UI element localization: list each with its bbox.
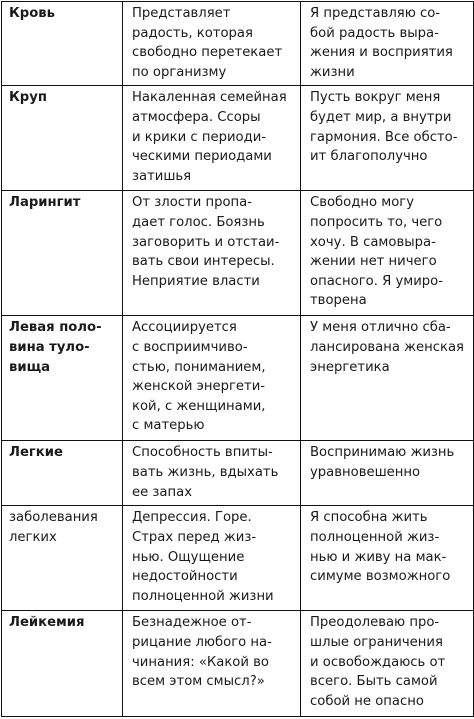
affirmation-text: опасного. Я умиро- [310, 273, 443, 289]
term-text: Легкие [9, 445, 63, 461]
term-cell [2, 506, 123, 611]
table-row [2, 506, 474, 611]
term-text: заболевания [9, 510, 98, 526]
affirmation-cell [301, 316, 474, 441]
table-body [2, 2, 474, 717]
table-row [2, 191, 474, 316]
term-cell [2, 441, 123, 506]
cause-text: ческими периодами [132, 149, 272, 165]
term-cell [2, 191, 123, 316]
term-text: Левая поло- [9, 320, 102, 336]
affirmation-text: Воспринимаю жизнь [310, 445, 455, 461]
affirmation-cell [301, 2, 474, 86]
cause-text: дает голос. Боязнь [132, 214, 265, 230]
cause-text: Страх перед жиз- [132, 529, 257, 545]
affirmation-text: собой не опасно [310, 693, 424, 709]
affirmation-text: попросить то, чего [310, 214, 443, 230]
table-row [2, 2, 474, 86]
cause-text: вать жизнь, вдыхать [132, 464, 279, 480]
cause-text: заговорить и отстаи- [132, 234, 280, 250]
term-cell [2, 86, 123, 191]
cause-text: свободно перетекает [132, 45, 283, 61]
cause-text: кой, с женщинами, [132, 398, 266, 414]
cause-cell [123, 441, 301, 506]
disease-table [1, 1, 474, 717]
affirmation-text: симуме возможного [310, 569, 451, 585]
affirmation-text: жении нет ничего [310, 254, 437, 270]
cause-text: вать свои интересы. [132, 254, 275, 270]
affirmation-text: Преодолеваю про- [310, 615, 440, 631]
affirmation-text: жения и восприятия [310, 45, 453, 61]
cause-text: Способность впиты- [132, 445, 273, 461]
term-cell [2, 2, 123, 86]
affirmation-text: энергетика [310, 359, 390, 375]
affirmation-text: Я способна жить [310, 510, 428, 526]
cause-cell [123, 191, 301, 316]
cause-text: ее запах [132, 484, 193, 500]
affirmation-text: Пусть вокруг меня [310, 90, 441, 106]
term-text: Кровь [9, 6, 55, 21]
affirmation-cell [301, 611, 474, 717]
cause-text: затишья [132, 168, 192, 184]
cause-text: всем этом смысл?» [132, 674, 265, 690]
cause-cell [123, 316, 301, 441]
affirmation-cell [301, 86, 474, 191]
term-text: Круп [9, 90, 47, 106]
cause-text: стью, пониманием, [132, 359, 266, 375]
affirmation-text: шлые ограничения [310, 634, 443, 650]
cause-text: радость, которая [132, 25, 253, 41]
affirmation-text: уравновешенно [310, 464, 421, 480]
cause-text: полноценной жизни [132, 588, 274, 604]
affirmation-text: Я представляю со- [310, 6, 441, 21]
cause-text: чинания: «Какой во [132, 654, 269, 670]
affirmation-text: будет мир, а внутри [310, 109, 452, 125]
cause-text: недостойности [132, 569, 238, 585]
cause-text: Накаленная семейная [132, 90, 287, 106]
affirmation-cell [301, 506, 474, 611]
term-text: вина туло- [9, 339, 90, 355]
affirmation-text: и освобождаюсь от [310, 654, 446, 670]
cause-text: по организму [132, 64, 227, 80]
cause-cell [123, 611, 301, 717]
cause-text: Неприятие власти [132, 273, 260, 289]
affirmation-text: полноценной жиз- [310, 529, 440, 545]
cause-text: Депрессия. Горе. [132, 510, 252, 526]
affirmation-text: Свободно могу [310, 195, 414, 211]
affirmation-text: творена [310, 293, 367, 309]
affirmation-text: лансирована женская [310, 339, 464, 355]
cause-text: нью. Ощущение [132, 549, 245, 565]
table-row [2, 441, 474, 506]
table-row [2, 316, 474, 441]
cause-text: Представляет [132, 6, 231, 21]
cause-cell [123, 86, 301, 191]
affirmation-cell [301, 441, 474, 506]
cause-text: Безнадежное от- [132, 615, 252, 631]
affirmation-text: жизни [310, 64, 355, 80]
affirmation-text: У меня отлично сба- [310, 320, 451, 336]
term-cell [2, 316, 123, 441]
cause-text: с восприимчиво- [132, 339, 248, 355]
cause-text: От злости пропа- [132, 195, 252, 211]
affirmation-cell [301, 191, 474, 316]
affirmation-text: бой радость выра- [310, 25, 439, 41]
table-row [2, 611, 474, 717]
affirmation-text: всего. Быть самой [310, 674, 438, 690]
cause-text: и крики с периоди- [132, 129, 267, 145]
affirmation-text: ит благополучно [310, 149, 428, 165]
affirmation-text: нью и живу на мак- [310, 549, 447, 565]
term-text: Лейкемия [9, 615, 85, 631]
affirmation-text: гармония. Все обсто- [310, 129, 458, 145]
cause-text: Ассоциируется [132, 320, 237, 336]
term-text: вища [9, 359, 51, 375]
cause-cell [123, 506, 301, 611]
term-text: легких [9, 529, 57, 545]
term-text: Ларингит [9, 195, 81, 211]
cause-cell [123, 2, 301, 86]
term-cell [2, 611, 123, 717]
cause-text: атмосфера. Ссоры [132, 109, 261, 125]
affirmation-text: хочу. В самовыра- [310, 234, 436, 250]
cause-text: женской энергети- [132, 379, 266, 395]
cause-text: с матерью [132, 418, 205, 434]
table-row [2, 86, 474, 191]
cause-text: рицание любого на- [132, 634, 272, 650]
